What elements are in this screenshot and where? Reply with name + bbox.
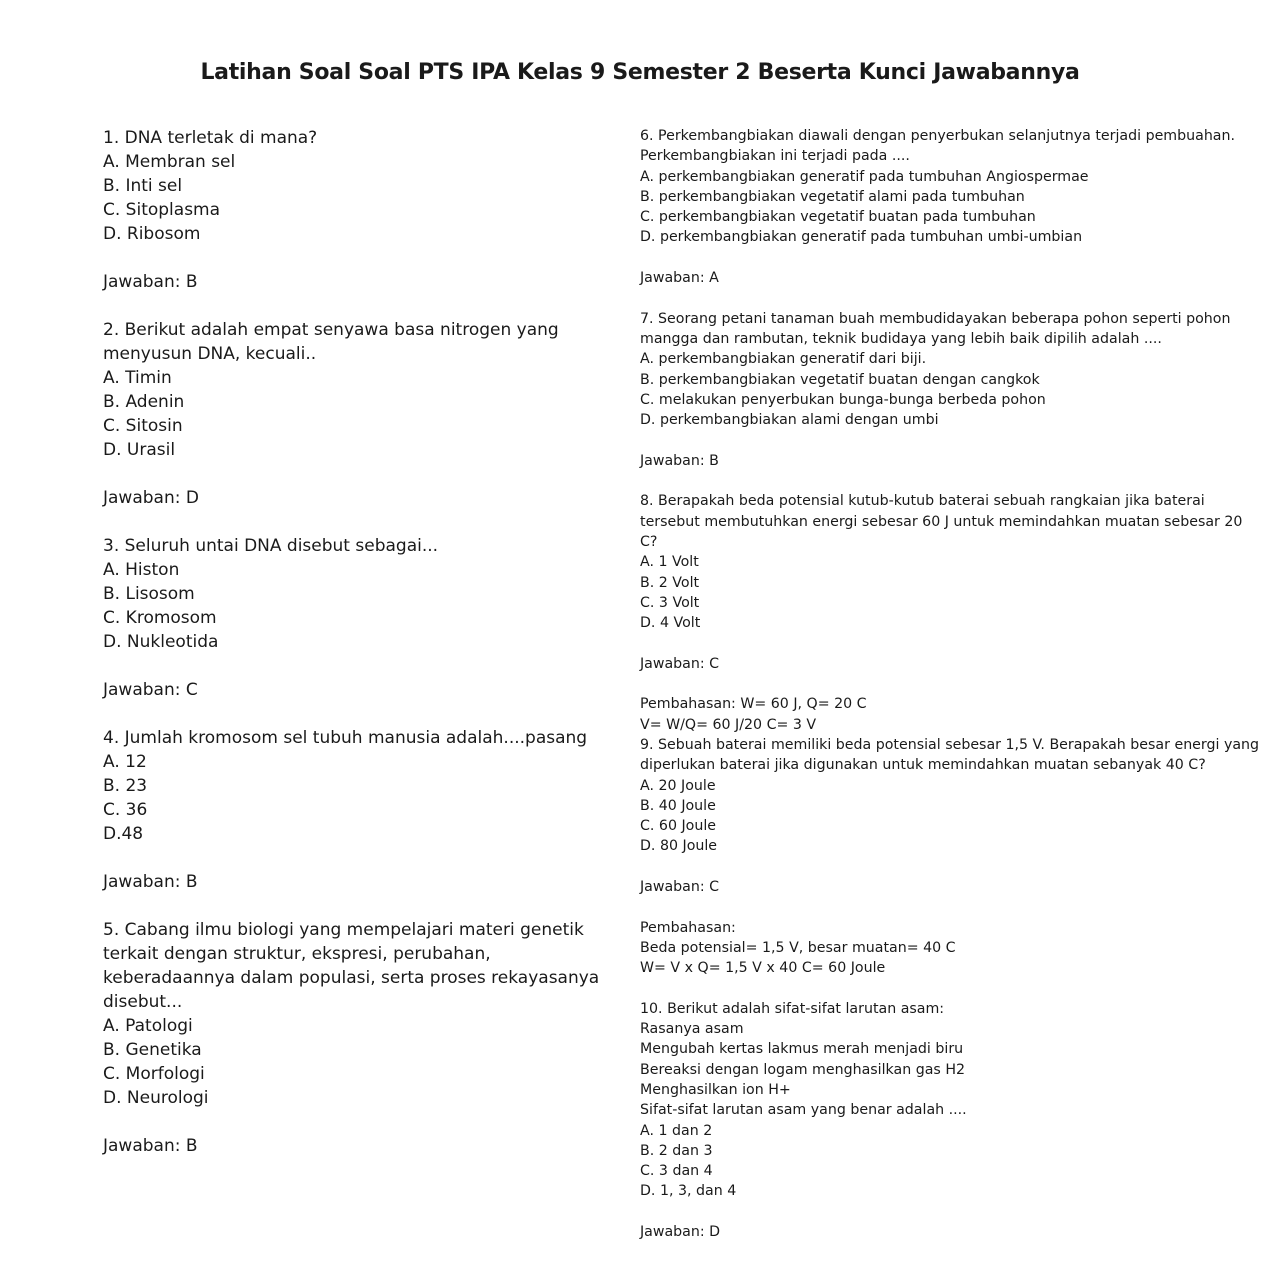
text-line: disebut...: [103, 992, 183, 1012]
answer-option: A. Membran sel: [103, 152, 236, 172]
answer-option: D. 4 Volt: [640, 615, 701, 632]
blank-line: [640, 1202, 1250, 1222]
answer-option: D. perkembangbiakan generatif pada tumbuhan umbi-umbian: [640, 229, 1083, 246]
answer-option: A. Timin: [103, 368, 172, 388]
answer-option: C. 3 dan 4: [640, 1163, 713, 1180]
blank-line: [103, 702, 603, 726]
question-text: 8. Berapakah beda potensial kutub-kutub baterai sebuah rangkaian jika baterai: [640, 493, 1205, 510]
text-line: Menghasilkan ion H+: [640, 1081, 791, 1098]
answer-option: D. Neurologi: [103, 1088, 209, 1108]
question-text: 2. Berikut adalah empat senyawa basa nitrogen yang: [103, 320, 559, 340]
text-line: mangga dan rambutan, teknik budidaya yang lebih baik dipilih adalah ....: [640, 330, 1162, 347]
answer-option: A. 1 dan 2: [640, 1122, 713, 1139]
text-line: tersebut membutuhkan energi sebesar 60 J untuk memindahkan muatan sebesar 20: [640, 513, 1243, 530]
explanation-text: Pembahasan:: [640, 919, 736, 936]
answer-key: Jawaban: C: [640, 655, 720, 672]
page-title: Latihan Soal Soal PTS IPA Kelas 9 Semester 2 Beserta Kunci Jawabannya: [200, 60, 1080, 85]
answer-option: A. Patologi: [103, 1016, 193, 1036]
answer-option: B. perkembangbiakan vegetatif alami pada tumbuhan: [640, 188, 1025, 205]
blank-line: [103, 246, 603, 270]
text-line: W= V x Q= 1,5 V x 40 C= 60 Joule: [640, 960, 886, 977]
answer-key: Jawaban: A: [640, 270, 719, 287]
question-text: 6. Perkembangbiakan diawali dengan penyerbukan selanjutnya terjadi pembuahan.: [640, 128, 1236, 144]
answer-option: C. Sitoplasma: [103, 200, 221, 220]
text-line: V= W/Q= 60 J/20 C= 3 V: [640, 716, 817, 733]
text-line: Mengubah kertas lakmus merah menjadi biru: [640, 1041, 964, 1058]
blank-line: [103, 846, 603, 870]
blank-line: [640, 674, 1250, 694]
blank-line: [103, 654, 603, 678]
answer-option: A. perkembangbiakan generatif pada tumbuhan Angiospermae: [640, 168, 1089, 185]
answer-option: A. 12: [103, 752, 147, 772]
answer-option: C. 36: [103, 800, 148, 820]
answer-option: A. 1 Volt: [640, 554, 699, 571]
answer-option: C. perkembangbiakan vegetatif buatan pada tumbuhan: [640, 209, 1036, 226]
answer-option: D. Urasil: [103, 440, 176, 460]
answer-option: B. Lisosom: [103, 584, 195, 604]
blank-line: [640, 471, 1250, 491]
answer-option: D. 1, 3, dan 4: [640, 1183, 737, 1200]
answer-option: C. melakukan penyerbukan bunga-bunga berbeda pohon: [640, 391, 1046, 408]
answer-option: C. 60 Joule: [640, 818, 717, 835]
answer-option: A. perkembangbiakan generatif dari biji.: [640, 351, 927, 368]
question-text: 3. Seluruh untai DNA disebut sebagai...: [103, 536, 439, 556]
blank-line: [103, 894, 603, 918]
blank-line: [103, 510, 603, 534]
answer-option: D. perkembangbiakan alami dengan umbi: [640, 412, 939, 429]
answer-option: D. 80 Joule: [640, 838, 718, 855]
blank-line: [640, 430, 1250, 450]
blank-line: [640, 897, 1250, 917]
answer-option: B. 40 Joule: [640, 797, 716, 814]
text-line: Rasanya asam: [640, 1021, 744, 1038]
text-line: diperlukan baterai jika digunakan untuk memindahkan muatan sebanyak 40 C?: [640, 757, 1206, 774]
answer-option: D.48: [103, 824, 144, 844]
answer-key: Jawaban: B: [103, 1136, 198, 1156]
answer-option: B. 23: [103, 776, 148, 796]
text-line: keberadaannya dalam populasi, serta proses rekayasanya: [103, 968, 600, 988]
answer-key: Jawaban: C: [640, 878, 720, 895]
answer-key: Jawaban: D: [640, 1224, 721, 1241]
question-text: 5. Cabang ilmu biologi yang mempelajari materi genetik: [103, 920, 584, 940]
blank-line: [640, 288, 1250, 308]
text-line: Beda potensial= 1,5 V, besar muatan= 40 C: [640, 939, 956, 956]
answer-option: D. Ribosom: [103, 224, 201, 244]
answer-option: C. Sitosin: [103, 416, 183, 436]
answer-option: B. perkembangbiakan vegetatif buatan dengan cangkok: [640, 371, 1040, 388]
answer-option: B. 2 Volt: [640, 574, 700, 591]
text-line: Perkembangbiakan ini terjadi pada ....: [640, 148, 910, 165]
text-line: menyusun DNA, kecuali..: [103, 344, 317, 364]
answer-key: Jawaban: B: [640, 452, 719, 469]
blank-line: [103, 294, 603, 318]
question-text: 4. Jumlah kromosom sel tubuh manusia adalah....pasang: [103, 728, 588, 748]
text-line: terkait dengan struktur, ekspresi, perubahan,: [103, 944, 491, 964]
right-column: [640, 126, 1260, 1242]
answer-option: B. Adenin: [103, 392, 185, 412]
answer-option: D. Nukleotida: [103, 632, 219, 652]
question-text: 10. Berikut adalah sifat-sifat larutan asam:: [640, 1000, 945, 1017]
answer-option: C. 3 Volt: [640, 594, 700, 611]
question-text: 1. DNA terletak di mana?: [103, 128, 318, 148]
question-text: 9. Sebuah baterai memiliki beda potensial sebesar 1,5 V. Berapakah besar energi yang: [640, 736, 1260, 753]
answer-option: A. Histon: [103, 560, 180, 580]
answer-key: Jawaban: B: [103, 272, 198, 292]
question-text: 7. Seorang petani tanaman buah membudidayakan beberapa pohon seperti pohon: [640, 310, 1231, 327]
left-column: [103, 126, 603, 1158]
blank-line: [640, 248, 1250, 268]
answer-option: A. 20 Joule: [640, 777, 716, 794]
explanation-text: Pembahasan: W= 60 J, Q= 20 C: [640, 696, 867, 713]
text-line: Sifat-sifat larutan asam yang benar adalah ....: [640, 1102, 967, 1119]
answer-option: C. Morfologi: [103, 1064, 205, 1084]
answer-option: B. Genetika: [103, 1040, 202, 1060]
answer-option: C. Kromosom: [103, 608, 217, 628]
blank-line: [640, 978, 1250, 998]
text-line: C?: [640, 533, 658, 550]
answer-option: B. 2 dan 3: [640, 1142, 713, 1159]
answer-option: B. Inti sel: [103, 176, 183, 196]
answer-key: Jawaban: C: [103, 680, 198, 700]
blank-line: [640, 633, 1250, 653]
blank-line: [640, 857, 1250, 877]
text-line: Bereaksi dengan logam menghasilkan gas H2: [640, 1061, 966, 1078]
blank-line: [103, 462, 603, 486]
blank-line: [103, 1110, 603, 1134]
answer-key: Jawaban: D: [103, 488, 199, 508]
answer-key: Jawaban: B: [103, 872, 198, 892]
